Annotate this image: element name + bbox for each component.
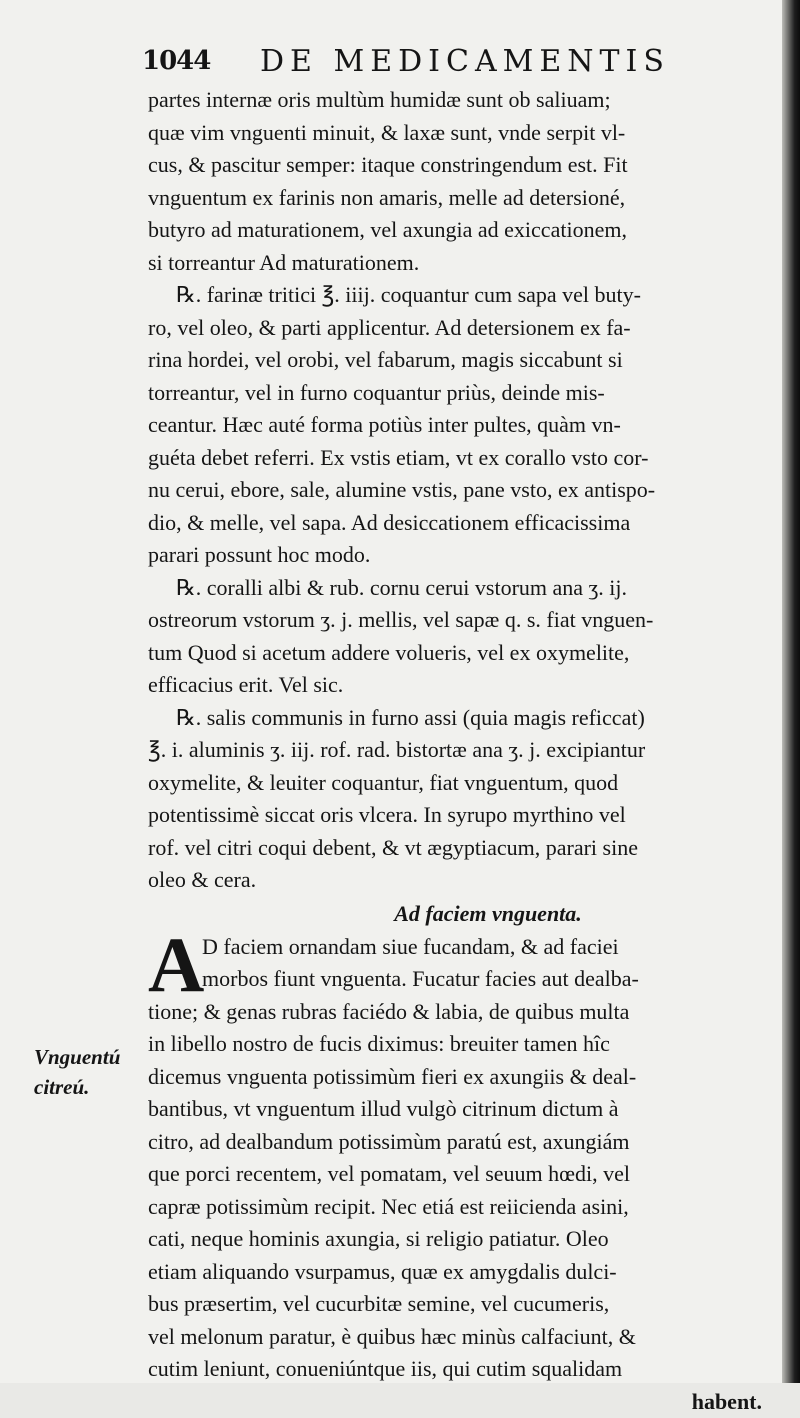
- text-line: butyro ad maturationem, vel axungia ad exiccationem,: [148, 214, 768, 247]
- text-line: morbos fiunt vnguenta. Fucatur facies aut dealba-: [148, 963, 768, 996]
- text-line: que porci recentem, vel pomatam, vel seuum hœdi, vel: [148, 1158, 768, 1191]
- text-line: in libello nostro de fucis diximus: breuiter tamen hîc: [148, 1028, 768, 1061]
- text-line: bus præsertim, vel cucurbitæ semine, vel cucumeris,: [148, 1288, 768, 1321]
- text-line: etiam aliquando vsurpamus, quæ ex amygdalis dulci-: [148, 1256, 768, 1289]
- book-spine-shadow: [782, 0, 800, 1383]
- margin-note-line: citreú.: [34, 1072, 144, 1102]
- section-heading: Ad faciem vnguenta.: [148, 897, 768, 931]
- text-line: rina hordei, vel orobi, vel fabarum, magis siccabunt si: [148, 344, 768, 377]
- page-header: [142, 40, 742, 82]
- text-line: oxymelite, & leuiter coquantur, fiat vnguentum, quod: [148, 767, 768, 800]
- text-line: ostreorum vstorum ʒ. j. mellis, vel sapæ q. s. fiat vnguen-: [148, 604, 768, 637]
- text-line: efficacius erit. Vel sic.: [148, 669, 768, 702]
- text-line: ro, vel oleo, & parti applicentur. Ad detersionem ex fa-: [148, 312, 768, 345]
- text-line: cus, & pascitur semper: itaque constringendum est. Fit: [148, 149, 768, 182]
- text-line: ℥. i. aluminis ʒ. iij. rof. rad. bistortæ ana ʒ. j. excipiantur: [148, 734, 768, 767]
- text-line: si torreantur Ad maturationem.: [148, 247, 768, 280]
- text-line: potentissimè siccat oris vlcera. In syrupo myrthino vel: [148, 799, 768, 832]
- text-line: rof. vel citri coqui debent, & vt ægyptiacum, parari sine: [148, 832, 768, 865]
- recipe-line: ℞. coralli albi & rub. cornu cerui vstorum ana ʒ. ij.: [148, 572, 768, 605]
- text-line: torreantur, vel in furno coquantur priùs, deinde mis-: [148, 377, 768, 410]
- text-line: partes internæ oris multùm humidæ sunt ob saliuam;: [148, 84, 768, 117]
- text-line: parari possunt hoc modo.: [148, 539, 768, 572]
- text-line: citro, ad dealbandum potissimùm paratú est, axungiám: [148, 1126, 768, 1159]
- text-line: cati, neque hominis axungia, si religio patiatur. Oleo: [148, 1223, 768, 1256]
- text-line: vnguentum ex farinis non amaris, melle ad detersioné,: [148, 182, 768, 215]
- text-line: vel melonum paratur, è quibus hæc minùs calfaciunt, &: [148, 1321, 768, 1354]
- drop-cap: A: [148, 933, 204, 997]
- text-line: dio, & melle, vel sapa. Ad desiccationem efficacissima: [148, 507, 768, 540]
- text-line: quæ vim vnguenti minuit, & laxæ sunt, vnde serpit vl-: [148, 117, 768, 150]
- text-line: guéta debet referri. Ex vstis etiam, vt ex corallo vsto cor-: [148, 442, 768, 475]
- text-line: dicemus vnguenta potissimùm fieri ex axungiis & deal-: [148, 1061, 768, 1094]
- text-line: D faciem ornandam siue fucandam, & ad faciei: [148, 931, 768, 964]
- recipe-line: ℞. farinæ tritici ℥. iiij. coquantur cum sapa vel buty-: [148, 279, 768, 312]
- drop-cap-paragraph: [148, 931, 768, 996]
- text-line: tum Quod si acetum addere volueris, vel ex oxymelite,: [148, 637, 768, 670]
- body-text: [148, 84, 768, 1418]
- catchword: habent.: [148, 1386, 768, 1418]
- margin-note: [34, 1042, 144, 1102]
- text-line: nu cerui, ebore, sale, alumine vstis, pane vsto, ex antispo-: [148, 474, 768, 507]
- recipe-line: ℞. salis communis in furno assi (quia magis reficcat): [148, 702, 768, 735]
- text-line: capræ potissimùm recipit. Nec etiá est reiicienda asini,: [148, 1191, 768, 1224]
- margin-note-line: Vnguentú: [34, 1042, 144, 1072]
- text-line: ceantur. Hæc auté forma potiùs inter pultes, quàm vn-: [148, 409, 768, 442]
- text-line: bantibus, vt vnguentum illud vulgò citrinum dictum à: [148, 1093, 768, 1126]
- text-line: oleo & cera.: [148, 864, 768, 897]
- page-number: 1044: [142, 46, 210, 76]
- text-line: cutim leniunt, conueniúntque iis, qui cutim squalidam: [148, 1353, 768, 1386]
- text-line: tione; & genas rubras faciédo & labia, de quibus multa: [148, 996, 768, 1029]
- running-title: DE MEDICAMENTIS: [260, 44, 670, 79]
